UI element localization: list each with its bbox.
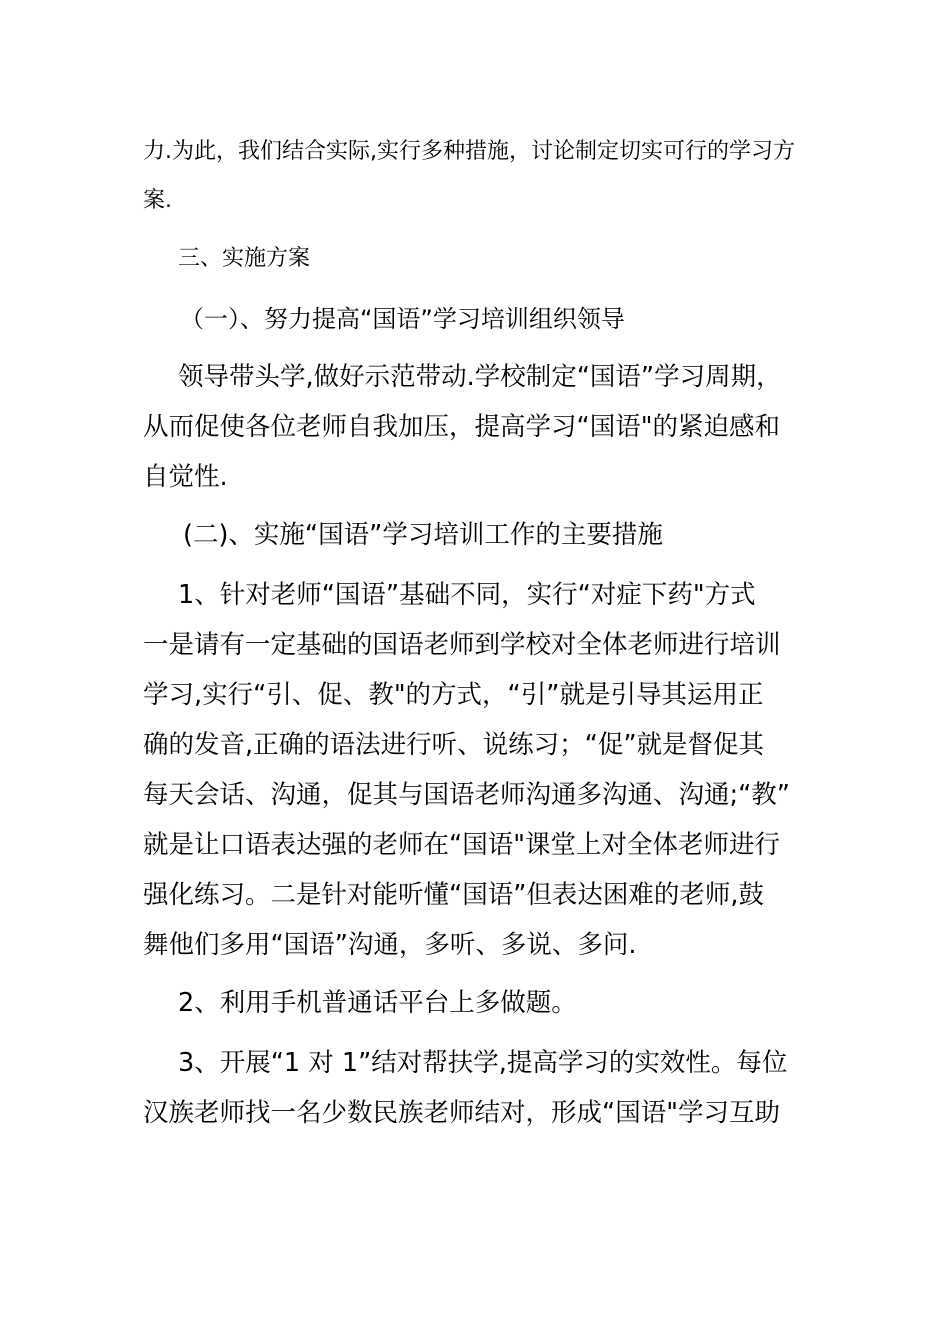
intro-line-2: 案.	[143, 188, 172, 213]
subsection-one-line-3: 自觉性.	[143, 462, 228, 492]
subsection-one-line-2: 从而促使各位老师自我加压，提高学习“国语"的紧迫感和	[143, 412, 780, 442]
item-1-line-7: 强化练习。二是针对能听懂“国语”但表达困难的老师,鼓	[143, 880, 765, 910]
item-1-line-8: 舞他们多用“国语”沟通，多听、多说、多问.	[143, 930, 637, 960]
intro-line-1: 力.为此，我们结合实际,实行多种措施，讨论制定切实可行的学习方	[143, 139, 795, 164]
item-1-line-2: 一是请有一定基础的国语老师到学校对全体老师进行培训	[143, 630, 781, 660]
item-1-line-1: 1、针对老师“国语”基础不同，实行“对症下药"方式	[178, 580, 756, 610]
subsection-one-heading: （一）、努力提高“国语”学习培训组织领导	[180, 305, 625, 333]
item-1-line-3: 学习,实行“引、促、教"的方式，“引”就是引导其运用正	[143, 680, 764, 710]
item-1-line-4: 确的发音,正确的语法进行听、说练习；“促”就是督促其	[143, 730, 765, 760]
item-2: 2、利用手机普通话平台上多做题。	[178, 988, 577, 1018]
item-3-line-1: 3、开展“1 对 1”结对帮扶学,提高学习的实效性。每位	[178, 1048, 788, 1078]
section-three-heading: 三、实施方案	[178, 246, 311, 271]
item-1-line-6: 就是让口语表达强的老师在“国语"课堂上对全体老师进行	[143, 830, 780, 860]
item-3-line-2: 汉族老师找一名少数民族老师结对，形成“国语"学习互助	[143, 1098, 780, 1128]
subsection-two-heading: (二)、实施“国语”学习培训工作的主要措施	[183, 520, 663, 550]
subsection-one-line-1: 领导带头学,做好示范带动.学校制定“国语”学习周期，	[178, 362, 782, 392]
item-1-line-5: 每天会话、沟通，促其与国语老师沟通多沟通、沟通;“教”	[143, 780, 791, 810]
